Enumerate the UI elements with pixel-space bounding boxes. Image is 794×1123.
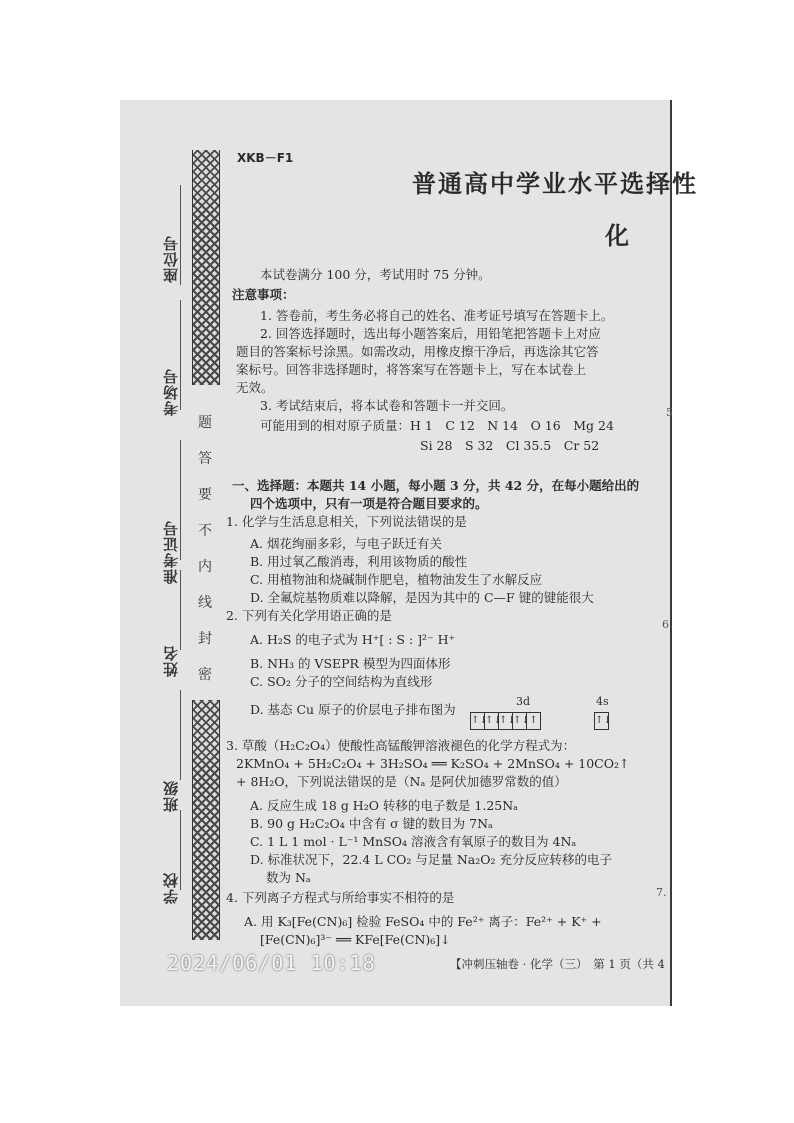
- option: A. H₂S 的电子式为 H⁺[ : S : ]²⁻ H⁺: [250, 632, 456, 647]
- orbital-diagram-4s: [594, 712, 612, 730]
- orbital-box: ↑↓: [471, 713, 485, 729]
- question-stem: + 8H₂O，下列说法错误的是（Nₐ 是阿伏加德罗常数的值）: [236, 774, 567, 789]
- notice-item: 2. 回答选择题时，选出每小题答案后，用铅笔把答题卡上对应: [260, 326, 601, 341]
- decorative-border-bottom: [192, 700, 220, 940]
- orbital-box: ↑↓: [485, 713, 499, 729]
- notice-title: 注意事项：: [232, 287, 295, 302]
- class-label: 班级: [162, 780, 180, 812]
- intro-line: 本试卷满分 100 分，考试用时 75 分钟。: [260, 267, 491, 282]
- seat-line: [180, 185, 181, 285]
- option: A. 反应生成 18 g H₂O 转移的电子数是 1.25Nₐ: [250, 798, 518, 813]
- orbital-box: ↑: [529, 715, 538, 726]
- photo-edge-shadow: [670, 100, 672, 1006]
- exam-paper-photo: [120, 100, 698, 1006]
- notice-item: 3. 考试结束后，将本试卷和答题卡一并交回。: [260, 398, 514, 413]
- exam-id-line: [180, 440, 181, 560]
- notice-item: 无效。: [236, 380, 274, 395]
- option: B. 用过氧乙酸消毒，利用该物质的酸性: [250, 554, 468, 569]
- option: B. 90 g H₂C₂O₄ 中含有 σ 键的数目为 7Nₐ: [250, 816, 493, 831]
- chemical-equation: 2KMnO₄ + 5H₂C₂O₄ + 3H₂SO₄ ══ K₂SO₄ + 2MnSO₄ + 10CO₂↑: [236, 756, 630, 771]
- option: 数为 Nₐ: [266, 870, 311, 885]
- notice-item: 案标号。回答非选择题时，将答案写在答题卡上，写在本试卷上: [236, 362, 587, 377]
- orbital-box: ↑↓: [595, 715, 612, 726]
- seal-char: 题: [198, 415, 212, 431]
- edge-mark: 7.: [656, 886, 667, 899]
- page-footer: 【冲刺压轴卷 · 化学（三） 第 1 页（共 4: [450, 957, 665, 971]
- question-stem: 3. 草酸（H₂C₂O₄）使酸性高锰酸钾溶液褪色的化学方程式为：: [226, 738, 576, 753]
- option: C. 用植物油和烧碱制作肥皂，植物油发生了水解反应: [250, 572, 543, 587]
- edge-mark: 5: [666, 406, 673, 419]
- option: C. SO₂ 分子的空间结构为直线形: [250, 674, 433, 689]
- seal-char: 线: [198, 595, 212, 611]
- seal-char: 答: [198, 451, 212, 467]
- option: A. 用 K₃[Fe(CN)₆] 检验 FeSO₄ 中的 Fe²⁺ 离子：Fe²⁺ + K⁺ +: [244, 914, 602, 929]
- decorative-border-top: [192, 150, 220, 385]
- orbital-box: ↑↓: [513, 713, 527, 729]
- seal-char: 内: [198, 559, 212, 575]
- seat-number-label: 座位号: [162, 235, 180, 283]
- option: [Fe(CN)₆]³⁻ ══ KFe[Fe(CN)₆]↓: [260, 932, 451, 947]
- atomic-mass-line: 可能用到的相对原子质量：H 1 C 12 N 14 O 16 Mg 24: [260, 418, 614, 433]
- school-line: [180, 810, 181, 890]
- section-title: 四个选项中，只有一项是符合题目要求的。: [250, 496, 488, 511]
- name-line: [180, 570, 181, 650]
- question-stem: 4. 下列离子方程式与所给事实不相符的是: [226, 890, 455, 905]
- section-title: 一、选择题：本题共 14 小题，每小题 3 分，共 42 分，在每小题给出的: [232, 478, 640, 493]
- orbital-label-3d: 3d: [516, 695, 531, 708]
- seal-char: 不: [198, 523, 212, 539]
- photo-timestamp: 2024/06/01 10:18: [167, 951, 376, 975]
- paper-code: XKB－F1: [237, 151, 294, 165]
- exam-id-label: 准考证号: [162, 520, 180, 584]
- option: B. NH₃ 的 VSEPR 模型为四面体形: [250, 656, 451, 671]
- subject-title: 化: [605, 222, 629, 250]
- seal-char: 密: [198, 667, 212, 683]
- seal-char: 要: [198, 487, 212, 503]
- paper-title: 普通高中学业水平选择性: [412, 170, 698, 198]
- question-stem: 2. 下列有关化学用语正确的是: [226, 608, 392, 623]
- class-line: [180, 690, 181, 780]
- name-label: 姓名: [162, 645, 180, 677]
- option: C. 1 L 1 mol · L⁻¹ MnSO₄ 溶液含有氧原子的数目为 4Nₐ: [250, 834, 577, 849]
- option: D. 全氟烷基物质难以降解，是因为其中的 C—F 键的键能很大: [250, 590, 594, 605]
- notice-item: 题目的答案标号涂黑。如需改动，用橡皮擦干净后，再选涂其它答: [236, 344, 599, 359]
- question-stem: 1. 化学与生活息息相关，下列说法错误的是: [226, 514, 467, 529]
- seal-char: 封: [198, 631, 212, 647]
- option: A. 烟花绚丽多彩，与电子跃迁有关: [250, 536, 442, 551]
- orbital-diagram-3d: [470, 712, 541, 730]
- atomic-mass-line: Si 28 S 32 Cl 35.5 Cr 52: [420, 438, 600, 453]
- option: D. 标准状况下，22.4 L CO₂ 与足量 Na₂O₂ 充分反应转移的电子: [250, 852, 613, 867]
- room-number-label: 考场号: [162, 368, 180, 416]
- orbital-label-4s: 4s: [596, 695, 609, 708]
- edge-mark: 6.: [662, 618, 673, 631]
- orbital-box: ↑↓: [499, 713, 513, 729]
- room-line: [180, 300, 181, 410]
- notice-item: 1. 答卷前，考生务必将自己的姓名、准考证号填写在答题卡上。: [260, 308, 614, 323]
- option: D. 基态 Cu 原子的价层电子排布图为: [250, 702, 456, 717]
- school-label: 学校: [162, 872, 180, 904]
